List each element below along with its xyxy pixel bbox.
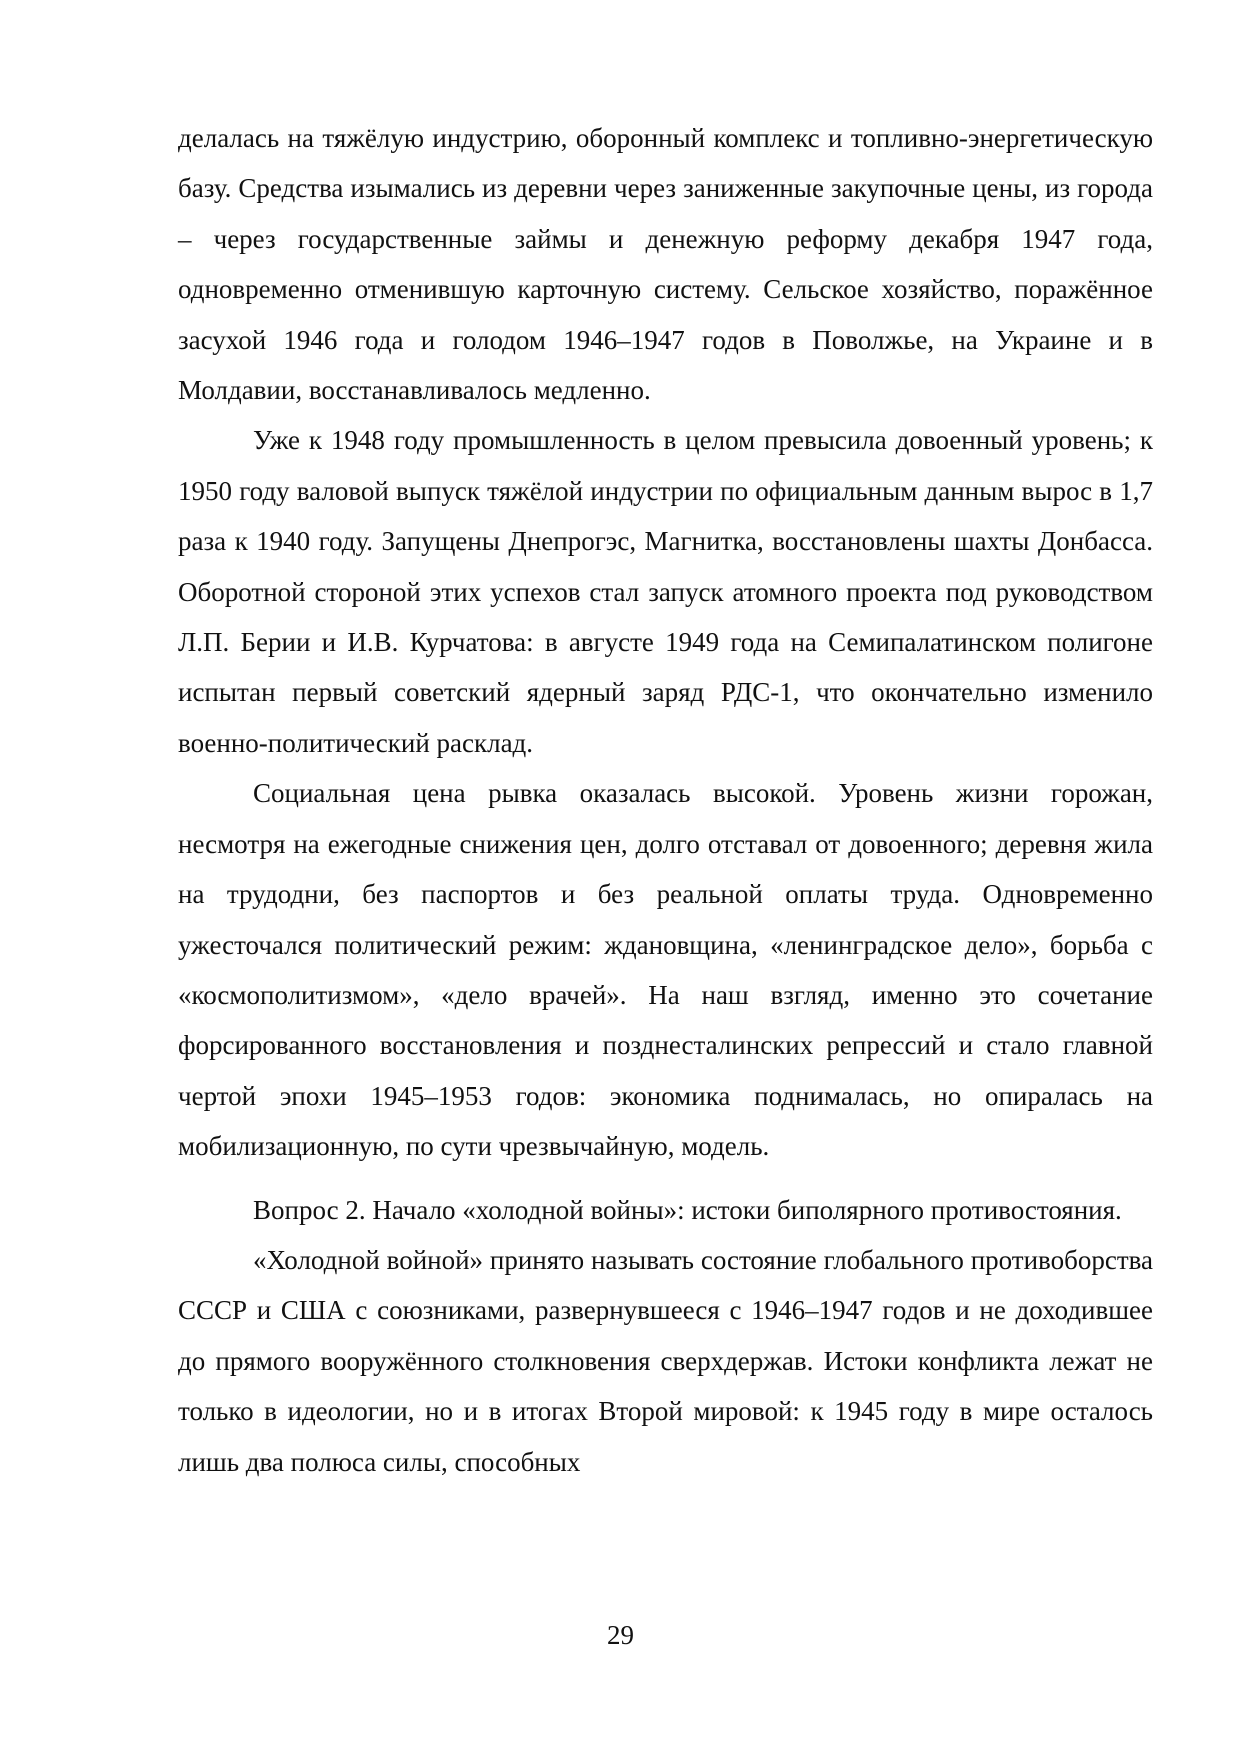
paragraph-economy-continuation: делалась на тяжёлую индустрию, оборонный комплекс и топливно-энергетическую базу. Средства изымались из деревни через заниженные закупочные цены, из города – через государственные займы и денежную реформу декабря 1947 года, одновременно отменившую карточную систему. Сельское хозяйство, поражённое засухой 1946 года и голодом 1946–1947 годов в Поволжье, на Украине и в Молдавии, восстанавливалось медленно. bbox=[178, 123, 1153, 406]
paragraph-social-cost: Социальная цена рывка оказалась высокой. Уровень жизни горожан, несмотря на ежегодные снижения цен, долго отставал от довоенного; деревня жила на трудодни, без паспортов и без реальной оплаты труда. Одновременно ужесточался политический режим: ждановщина, «ленинградское дело», борьба с «космополитизмом», «дело врачей». На наш взгляд, именно это сочетание форсированного восстановления и позднесталинских репрессий и стало главной чертой эпохи 1945–1953 годов: экономика поднималась, но опиралась на мобилизационную, по сути чрезвычайную, модель. bbox=[178, 778, 1153, 1162]
paragraph-industry-recovery: Уже к 1948 году промышленность в целом превысила довоенный уровень; к 1950 году валовой выпуск тяжёлой индустрии по официальным данным вырос в 1,7 раза к 1940 году. Запущены Днепрогэс, Магнитка, восстановлены шахты Донбасса. Оборотной стороной этих успехов стал запуск атомного проекта под руководством Л.П. Берии и И.В. Курчатова: в августе 1949 года на Семипалатинском полигоне испытан первый советский ядерный заряд РДС-1, что окончательно изменило военно-политический расклад. bbox=[178, 425, 1153, 758]
paragraph-cold-war-definition: «Холодной войной» принято называть состояние глобального противоборства СССР и США с союзниками, развернувшееся с 1946–1947 годов и не доходившее до прямого вооружённого столкновения сверхдержав. Истоки конфликта лежат не только в идеологии, но и в итогах Второй мировой: к 1945 году в мире осталось лишь два полюса силы, способных bbox=[178, 1244, 1153, 1477]
page-body bbox=[178, 113, 1153, 1487]
section-heading-question-2: Вопрос 2. Начало «холодной войны»: истоки биполярного противостояния. bbox=[253, 1194, 1122, 1225]
page-number: 29 bbox=[607, 1620, 634, 1650]
